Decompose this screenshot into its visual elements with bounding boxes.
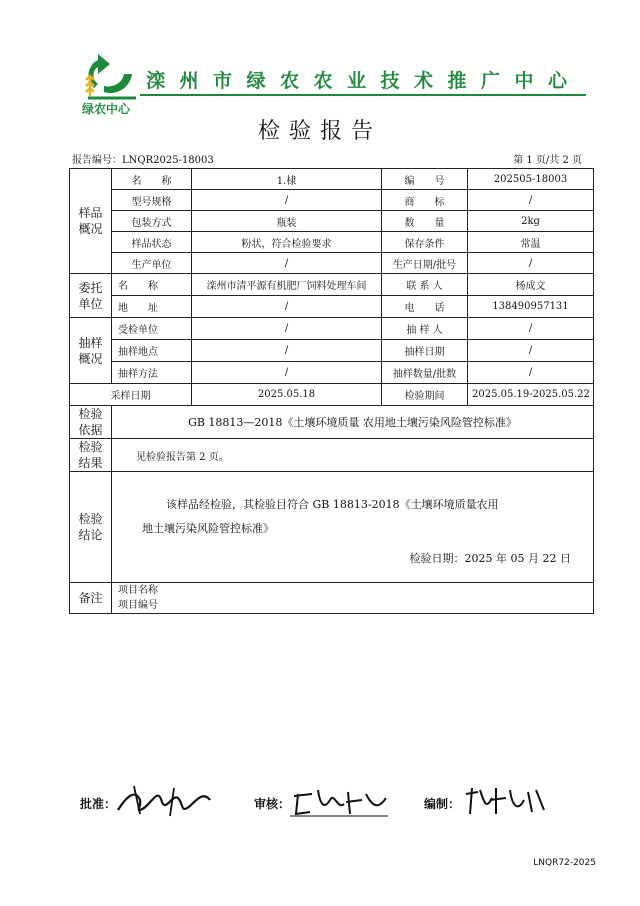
- note-line-1: 项目名称: [118, 585, 158, 596]
- approve-label: 批准：: [80, 797, 117, 811]
- table-row: [70, 362, 594, 384]
- header-divider: [140, 94, 586, 96]
- table-row: [70, 253, 594, 274]
- field-value: /: [468, 362, 594, 384]
- prepare-signature-icon: [462, 780, 552, 820]
- field-value: 杨成文: [468, 274, 594, 296]
- field-value: 202505-18003: [468, 169, 594, 190]
- table-row: [70, 472, 594, 583]
- field-value: 粉状，符合检验要求: [192, 232, 382, 253]
- field-label: 检验期间: [382, 384, 468, 406]
- section-label-note: 备注: [70, 583, 112, 614]
- field-label: 商 标: [382, 190, 468, 211]
- table-row: [70, 232, 594, 253]
- field-value: /: [192, 340, 382, 362]
- field-label: 联 系 人: [382, 274, 468, 296]
- field-value: 1.棣: [192, 169, 382, 190]
- field-label: 抽样方法: [112, 362, 192, 384]
- field-value: 138490957131: [468, 296, 594, 318]
- prepare-label: 编制：: [424, 797, 461, 811]
- table-row: [70, 439, 594, 472]
- basis-text: GB 18813—2018《土壤环境质量 农用地土壤污染风险管控标准》: [112, 406, 594, 439]
- report-number: 报告编号：LNQR2025-18003: [72, 155, 214, 166]
- inspection-date: 检验日期：2025 年 05 月 22 日: [409, 552, 571, 565]
- note-line-2: 项目编号: [118, 600, 158, 611]
- section-label-result: 检验结果: [70, 439, 112, 472]
- table-row: [70, 583, 594, 614]
- logo-text: 绿农中心: [82, 102, 131, 116]
- field-label: 名 称: [112, 274, 192, 296]
- field-value: 2025.05.19-2025.05.22: [468, 384, 594, 406]
- table-row: [70, 190, 594, 211]
- field-label: 抽样日期: [382, 340, 468, 362]
- document-title: 检验报告: [257, 119, 382, 144]
- table-row: [70, 318, 594, 340]
- field-label: 保存条件: [382, 232, 468, 253]
- field-value: /: [192, 253, 382, 274]
- field-value: /: [192, 190, 382, 211]
- field-value: /: [468, 318, 594, 340]
- field-label: 抽 样 人: [382, 318, 468, 340]
- review-label: 审核：: [254, 797, 291, 811]
- field-label: 名 称: [112, 169, 192, 190]
- field-value: /: [468, 253, 594, 274]
- field-value: 2025.05.18: [192, 384, 382, 406]
- field-label: 编 号: [382, 169, 468, 190]
- table-row: [70, 340, 594, 362]
- field-label: 抽样地点: [112, 340, 192, 362]
- section-label-conclusion: 检验结论: [70, 472, 112, 583]
- field-label: 地 址: [112, 296, 192, 318]
- table-row: [70, 274, 594, 296]
- field-value: 常温: [468, 232, 594, 253]
- section-label-sampling: 抽样概况: [70, 318, 112, 384]
- section-label-sample: 样品概况: [70, 169, 112, 274]
- section-label-basis: 检验依据: [70, 406, 112, 439]
- conclusion-line-2: 地土壤污染风险管控标准》: [142, 522, 274, 535]
- field-value: /: [468, 190, 594, 211]
- section-label-client: 委托单位: [70, 274, 112, 318]
- field-label: 抽样数量/批数: [382, 362, 468, 384]
- field-label: 电 话: [382, 296, 468, 318]
- conclusion-line-1: 该样品经检验，其检验目符合 GB 18813-2018《土壤环境质量农用: [166, 498, 499, 511]
- field-value: 滦州市清平源有机肥厂饲料处理车间: [192, 274, 382, 296]
- table-row: [70, 211, 594, 232]
- field-value: 2kg: [468, 211, 594, 232]
- review-signature-icon: [290, 780, 390, 820]
- field-label: 样品状态: [112, 232, 192, 253]
- field-label: 生产单位: [112, 253, 192, 274]
- field-label: 包装方式: [112, 211, 192, 232]
- table-row: [70, 406, 594, 439]
- result-text: 见检验报告第 2 页。: [112, 439, 594, 472]
- field-value: 瓶装: [192, 211, 382, 232]
- field-label: 生产日期/批号: [382, 253, 468, 274]
- page-indicator: 第 1 页/共 2 页: [513, 155, 582, 166]
- logo-icon: [82, 52, 138, 100]
- form-code: LNQR72-2025: [533, 858, 596, 868]
- field-value: /: [192, 362, 382, 384]
- table-row: [70, 169, 594, 190]
- field-label: 型号规格: [112, 190, 192, 211]
- field-label: 采样日期: [70, 384, 192, 406]
- field-value: /: [192, 318, 382, 340]
- report-table: [69, 168, 594, 614]
- field-value: /: [192, 296, 382, 318]
- table-row: [70, 296, 594, 318]
- table-row: [70, 384, 594, 406]
- organization-name: 滦州市绿农农业技术推广中心: [146, 70, 582, 92]
- approve-signature-icon: [114, 780, 214, 820]
- field-label: 数 量: [382, 211, 468, 232]
- field-value: /: [468, 340, 594, 362]
- conclusion-cell: [112, 472, 594, 583]
- field-label: 受检单位: [112, 318, 192, 340]
- note-cell: [112, 583, 594, 614]
